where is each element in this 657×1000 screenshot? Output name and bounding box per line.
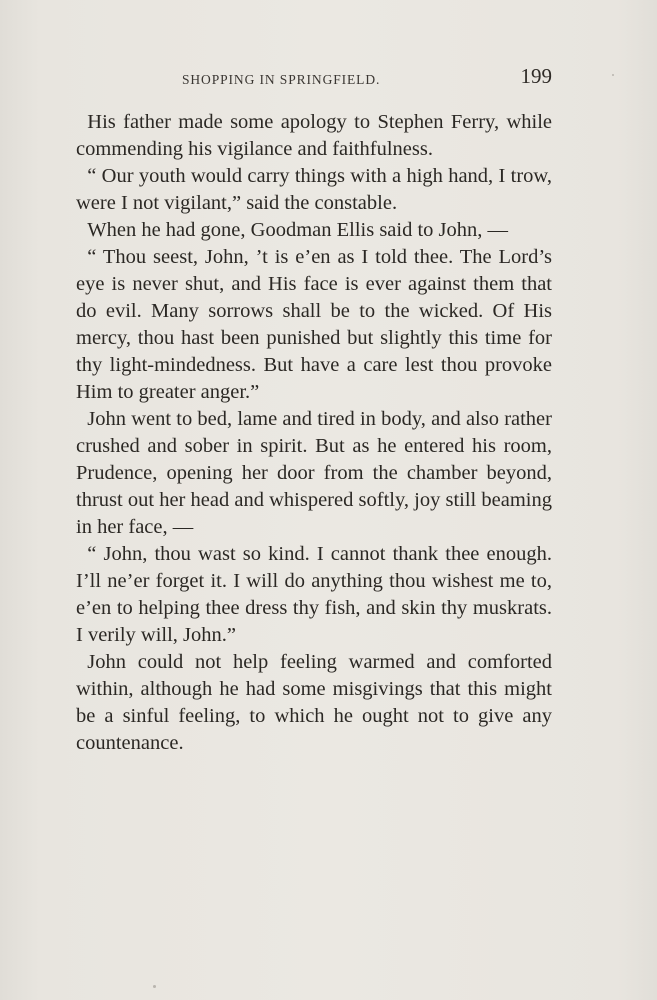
paper-speck (612, 74, 614, 76)
page-number: 199 (520, 64, 552, 88)
paragraph: John went to bed, lame and tired in body, and also rather crushed and sober in spirit. But as he entered his room, Prudence, opening her door from the chamber beyond, thrust out her head and whispered softly, joy still beaming in her face, — (76, 408, 552, 538)
paragraph: His father made some apology to Stephen Ferry, while commending his vigilance and faithfulness. (76, 111, 552, 160)
body-text (76, 109, 552, 757)
paragraph: When he had gone, Goodman Ellis said to John, — (87, 219, 509, 241)
paragraph: “ John, thou wast so kind. I cannot thank thee enough. I’ll ne’er forget it. I will do anything thou wishest me to, e’en to helping thee dress thy fish, and skin thy muskrats. I verily will, John.” (76, 543, 552, 646)
paragraph: “ Thou seest, John, ’t is e’en as I told thee. The Lord’s eye is never shut, and His face is ever against them that do evil. Many sorrows shall be to the wicked. Of His mercy, thou hast been punished but slightly this time for thy light-mindedness. But have a care lest thou provoke Him to greater anger.” (76, 246, 552, 403)
paragraph: John could not help feeling warmed and comforted within, although he had some misgivings that this might be a sinful feeling, to which he ought not to give any countenance. (76, 651, 552, 754)
running-title: SHOPPING IN SPRINGFIELD. (182, 72, 381, 87)
page-header (76, 64, 552, 94)
paper-speck (153, 985, 156, 988)
paragraph: “ Our youth would carry things with a high hand, I trow, were I not vigilant,” said the constable. (76, 165, 552, 214)
